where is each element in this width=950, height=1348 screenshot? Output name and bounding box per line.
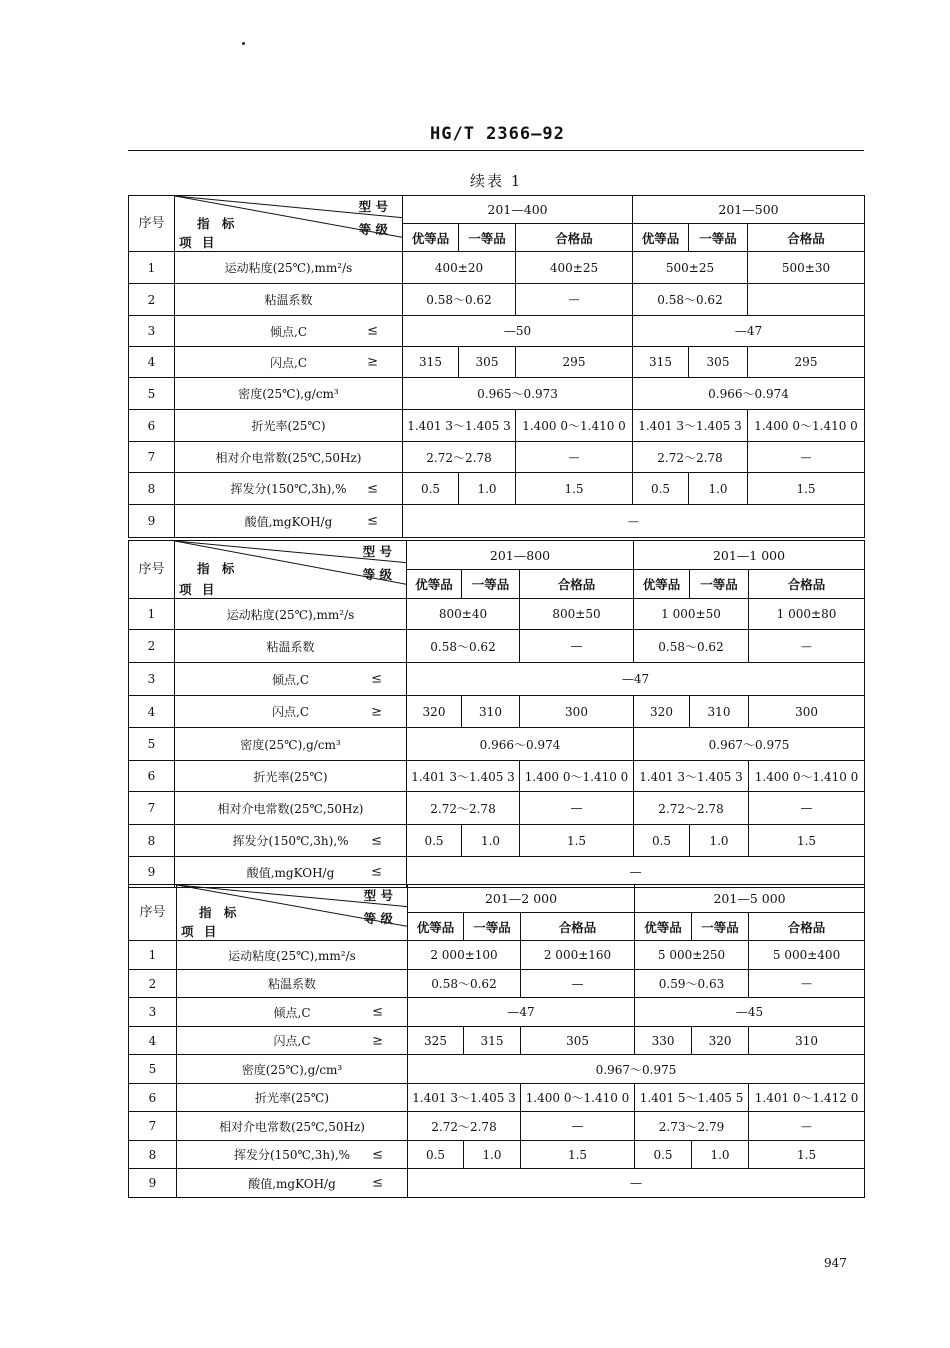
spec-table-block-1 [128,195,865,538]
value-cell: 1.5 [520,825,634,857]
value-cell: —50 [403,316,633,347]
value-cell: — [521,1112,635,1141]
grade-first: 一等品 [459,224,516,252]
item-label: 项 目 [179,582,218,597]
value-cell: 300 [520,696,634,728]
value-cell: 2 000±160 [521,941,635,970]
value-cell: 2.72～2.78 [633,442,748,473]
row-refractive-index [129,761,865,792]
row-number: 1 [129,941,177,970]
item-name: 挥发分(150℃,3h),% ≤ [175,473,403,505]
seq-header: 序号 [129,196,175,252]
value-cell: 1.5 [749,1141,865,1169]
item-name: 折光率(25℃) [175,410,403,442]
value-cell: 1.401 3～1.405 3 [633,410,748,442]
row-number: 7 [129,442,175,473]
item-name: 密度(25℃),g/cm³ [175,728,407,761]
grade-qualified: 合格品 [748,224,865,252]
item-name: 闪点,C ≥ [175,347,403,378]
grade-qualified: 合格品 [749,913,865,941]
value-cell: 1.0 [692,1141,749,1169]
row-viscosity-temp-coefficient [129,970,865,998]
model-201-800: 201—800 [407,541,634,570]
item-name: 闪点,C ≥ [175,696,407,728]
row-viscosity-temp-coefficient [129,284,865,316]
table-title: 续表 1 [470,172,523,190]
model-label: 型 号 [362,544,392,559]
row-number: 6 [129,1084,177,1112]
spec-table-block-3 [128,884,865,1198]
row-volatile-matter [129,473,865,505]
index-label: 指 标 [197,561,239,576]
value-cell: —45 [635,998,865,1027]
row-number: 5 [129,728,175,761]
value-cell: 315 [403,347,459,378]
row-density [129,1055,865,1084]
value-cell: 0.5 [635,1141,692,1169]
row-number: 1 [129,599,175,630]
item-name: 粘温系数 [177,970,408,998]
value-cell: 320 [634,696,690,728]
row-number: 9 [129,857,175,888]
value-cell: — [749,1112,865,1141]
value-cell: 1.401 5～1.405 5 [635,1084,749,1112]
row-acid-value [129,1169,865,1198]
value-cell: — [521,970,635,998]
value-cell: — [408,1169,865,1198]
row-dielectric-constant [129,442,865,473]
value-cell: 305 [689,347,748,378]
value-cell: 500±25 [633,252,748,284]
row-density [129,378,865,410]
diagonal-header [177,885,408,941]
value-cell: 320 [692,1027,749,1055]
row-pour-point [129,663,865,696]
value-cell: 295 [748,347,865,378]
value-cell: 0.58～0.62 [403,284,516,316]
value-cell: 5 000±400 [749,941,865,970]
row-number: 7 [129,1112,177,1141]
item-label: 项 目 [179,235,218,250]
grade-label: 等 级 [362,567,392,582]
row-number: 8 [129,1141,177,1169]
grade-qualified: 合格品 [749,570,865,599]
grade-premium: 优等品 [403,224,459,252]
row-volatile-matter [129,825,865,857]
value-cell: — [403,505,865,538]
row-number: 5 [129,1055,177,1084]
item-name: 倾点,C ≤ [175,316,403,347]
row-refractive-index [129,1084,865,1112]
value-cell: 2.72～2.78 [407,792,520,825]
value-cell: 1.0 [459,473,516,505]
value-cell: 315 [464,1027,521,1055]
grade-label: 等 级 [358,222,388,237]
value-cell: 1.400 0～1.410 0 [516,410,633,442]
value-cell: 1.400 0～1.410 0 [521,1084,635,1112]
item-name: 闪点,C ≥ [177,1027,408,1055]
value-cell: 0.967～0.975 [408,1055,865,1084]
grade-premium: 优等品 [635,913,692,941]
model-201-1000: 201—1 000 [634,541,865,570]
row-flash-point [129,1027,865,1055]
row-number: 5 [129,378,175,410]
row-number: 3 [129,998,177,1027]
value-cell: 2.73～2.79 [635,1112,749,1141]
value-cell: 0.58～0.62 [408,970,521,998]
item-name: 密度(25℃),g/cm³ [175,378,403,410]
row-number: 7 [129,792,175,825]
value-cell: 1.400 0～1.410 0 [749,761,865,792]
item-name: 密度(25℃),g/cm³ [177,1055,408,1084]
value-cell: — [748,442,865,473]
value-cell: 5 000±250 [635,941,749,970]
value-cell: 1.400 0～1.410 0 [520,761,634,792]
row-dielectric-constant [129,1112,865,1141]
value-cell: 1.0 [689,473,748,505]
item-label: 项 目 [181,924,220,939]
value-cell: 0.58～0.62 [633,284,748,316]
value-cell [748,284,865,316]
value-cell: 800±40 [407,599,520,630]
spec-table-block-2 [128,540,865,888]
value-cell: 1.401 3～1.405 3 [634,761,749,792]
row-acid-value [129,505,865,538]
value-cell: 400±20 [403,252,516,284]
row-density [129,728,865,761]
row-acid-value [129,857,865,888]
value-cell: 2.72～2.78 [403,442,516,473]
value-cell: 1.400 0～1.410 0 [748,410,865,442]
row-number: 8 [129,473,175,505]
value-cell: 400±25 [516,252,633,284]
grade-qualified: 合格品 [521,913,635,941]
seq-header: 序号 [129,541,175,599]
value-cell: 0.5 [408,1141,464,1169]
grade-qualified: 合格品 [520,570,634,599]
value-cell: 300 [749,696,865,728]
value-cell: —47 [407,663,865,696]
value-cell: 0.967～0.975 [634,728,865,761]
value-cell: 500±30 [748,252,865,284]
value-cell: 295 [516,347,633,378]
page-number: 947 [824,1256,847,1270]
value-cell: — [749,630,865,663]
value-cell: 320 [407,696,462,728]
row-viscosity [129,941,865,970]
row-volatile-matter [129,1141,865,1169]
row-number: 2 [129,284,175,316]
value-cell: — [520,792,634,825]
value-cell: 310 [462,696,520,728]
item-name: 相对介电常数(25℃,50Hz) [175,792,407,825]
value-cell: —47 [633,316,865,347]
row-viscosity [129,599,865,630]
row-refractive-index [129,410,865,442]
item-name: 运动粘度(25℃),mm²/s [175,599,407,630]
value-cell: 1 000±80 [749,599,865,630]
value-cell: 0.5 [634,825,690,857]
item-name: 相对介电常数(25℃,50Hz) [175,442,403,473]
row-flash-point [129,696,865,728]
row-number: 9 [129,505,175,538]
row-pour-point [129,998,865,1027]
grade-first: 一等品 [462,570,520,599]
value-cell: — [520,630,634,663]
index-label: 指 标 [199,905,241,920]
item-name: 酸值,mgKOH/g ≤ [175,857,407,888]
row-number: 8 [129,825,175,857]
value-cell: 1 000±50 [634,599,749,630]
value-cell: 1.5 [521,1141,635,1169]
value-cell: — [516,284,633,316]
value-cell: 305 [459,347,516,378]
item-name: 倾点,C ≤ [177,998,408,1027]
row-dielectric-constant [129,792,865,825]
value-cell: — [749,792,865,825]
value-cell: 325 [408,1027,464,1055]
grade-first: 一等品 [689,224,748,252]
row-number: 4 [129,347,175,378]
value-cell: 330 [635,1027,692,1055]
grade-qualified: 合格品 [516,224,633,252]
item-name: 运动粘度(25℃),mm²/s [177,941,408,970]
grade-label: 等 级 [363,911,393,926]
item-name: 运动粘度(25℃),mm²/s [175,252,403,284]
grade-first: 一等品 [692,913,749,941]
grade-premium: 优等品 [407,570,462,599]
row-number: 2 [129,630,175,663]
standard-header: HG/T 2366—92 [430,124,565,144]
row-pour-point [129,316,865,347]
grade-premium: 优等品 [633,224,689,252]
item-name: 酸值,mgKOH/g ≤ [175,505,403,538]
row-number: 3 [129,663,175,696]
model-201-500: 201—500 [633,196,865,224]
index-label: 指 标 [197,216,239,231]
value-cell: — [749,970,865,998]
value-cell: 1.5 [516,473,633,505]
row-number: 6 [129,410,175,442]
value-cell: 0.59～0.63 [635,970,749,998]
value-cell: 1.5 [749,825,865,857]
item-name: 挥发分(150℃,3h),% ≤ [175,825,407,857]
value-cell: 315 [633,347,689,378]
row-number: 4 [129,1027,177,1055]
value-cell: 0.5 [403,473,459,505]
item-name: 折光率(25℃) [175,761,407,792]
value-cell: 305 [521,1027,635,1055]
item-name: 倾点,C ≤ [175,663,407,696]
value-cell: 1.401 3～1.405 3 [403,410,516,442]
grade-first: 一等品 [464,913,521,941]
value-cell: — [407,857,865,888]
header-rule [128,150,864,151]
item-name: 粘温系数 [175,630,407,663]
value-cell: 2.72～2.78 [634,792,749,825]
value-cell: 1.0 [464,1141,521,1169]
value-cell: 2.72～2.78 [408,1112,521,1141]
model-201-400: 201—400 [403,196,633,224]
row-number: 1 [129,252,175,284]
row-number: 3 [129,316,175,347]
grade-first: 一等品 [690,570,749,599]
model-label: 型 号 [358,199,388,214]
item-name: 挥发分(150℃,3h),% ≤ [177,1141,408,1169]
row-number: 2 [129,970,177,998]
value-cell: 1.0 [462,825,520,857]
value-cell: 1.401 0～1.412 0 [749,1084,865,1112]
value-cell: — [516,442,633,473]
value-cell: —47 [408,998,635,1027]
value-cell: 310 [749,1027,865,1055]
value-cell: 800±50 [520,599,634,630]
model-201-2000: 201—2 000 [408,885,635,913]
row-flash-point [129,347,865,378]
row-number: 6 [129,761,175,792]
diagonal-header [175,541,407,599]
value-cell: 2 000±100 [408,941,521,970]
model-label: 型 号 [363,888,393,903]
item-name: 相对介电常数(25℃,50Hz) [177,1112,408,1141]
item-name: 折光率(25℃) [177,1084,408,1112]
model-201-5000: 201—5 000 [635,885,865,913]
value-cell: 1.5 [748,473,865,505]
scan-dot [242,42,245,45]
item-name: 酸值,mgKOH/g ≤ [177,1169,408,1198]
value-cell: 0.5 [633,473,689,505]
value-cell: 0.966～0.974 [407,728,634,761]
item-name: 粘温系数 [175,284,403,316]
value-cell: 1.401 3～1.405 3 [407,761,520,792]
value-cell: 1.401 3～1.405 3 [408,1084,521,1112]
row-viscosity-temp-coefficient [129,630,865,663]
value-cell: 0.58～0.62 [634,630,749,663]
value-cell: 0.965～0.973 [403,378,633,410]
seq-header: 序号 [129,885,177,941]
row-number: 4 [129,696,175,728]
value-cell: 0.5 [407,825,462,857]
diagonal-header [175,196,403,252]
value-cell: 0.966～0.974 [633,378,865,410]
grade-premium: 优等品 [634,570,690,599]
value-cell: 1.0 [690,825,749,857]
row-viscosity [129,252,865,284]
value-cell: 310 [690,696,749,728]
grade-premium: 优等品 [408,913,464,941]
row-number: 9 [129,1169,177,1198]
value-cell: 0.58～0.62 [407,630,520,663]
